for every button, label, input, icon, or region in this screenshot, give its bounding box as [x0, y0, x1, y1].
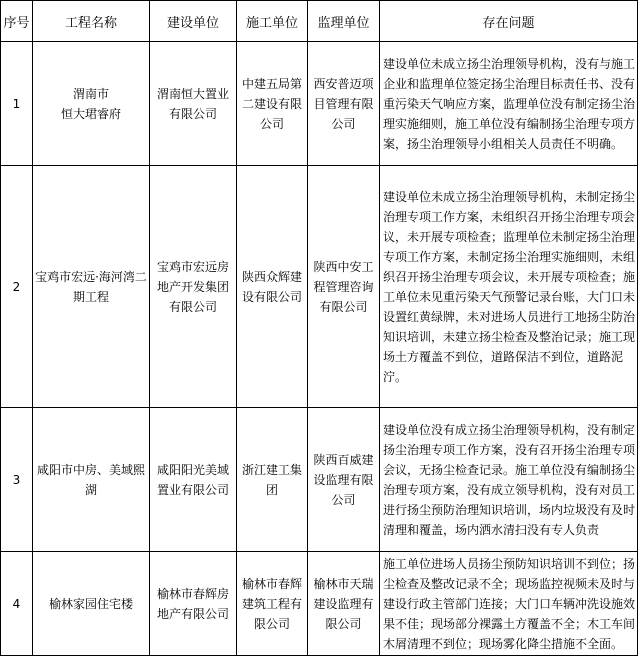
- cell-contractor: 中建五局第二建设有限公司: [237, 42, 308, 166]
- header-issues: 存在问题: [380, 1, 638, 42]
- cell-contractor: 榆林市春辉建筑工程有限公司: [237, 552, 308, 656]
- cell-index: 4: [1, 552, 33, 656]
- cell-issues: 施工单位进场人员扬尘预防知识培训不到位；扬尘检查及整改记录不全；现场监控视频未及时与建设行政主管部门连接；大门口车辆冲洗设施效果不佳；现场部分裸露土方覆盖不全；木工车间木屑清理不到位；现场雾化降尘措施不全面。: [380, 552, 638, 656]
- cell-builder: 渭南恒大置业有限公司: [150, 42, 237, 166]
- cell-supervisor: 陕西中安工程管理咨询有限公司: [308, 166, 380, 408]
- header-supervisor: 监理单位: [308, 1, 380, 42]
- cell-builder: 榆林市春辉房地产有限公司: [150, 552, 237, 656]
- header-index: 序号: [1, 1, 33, 42]
- cell-supervisor: 榆林市天瑞建设监理有限公司: [308, 552, 380, 656]
- header-project-name: 工程名称: [33, 1, 150, 42]
- cell-contractor: 浙江建工集团: [237, 408, 308, 552]
- table-row: [1, 166, 638, 408]
- cell-contractor: 陕西众辉建设有限公司: [237, 166, 308, 408]
- cell-project-name: 宝鸡市宏远·海河湾二期工程: [33, 166, 150, 408]
- cell-index: 3: [1, 408, 33, 552]
- cell-builder: 咸阳阳光美域置业有限公司: [150, 408, 237, 552]
- cell-index: 1: [1, 42, 33, 166]
- table-header-row: [1, 1, 638, 42]
- table-row: [1, 552, 638, 656]
- cell-supervisor: 西安普迈项目管理有限公司: [308, 42, 380, 166]
- cell-issues: 建设单位未成立扬尘治理领导机构，未制定扬尘治理专项工作方案，未组织召开扬尘治理专项会议，未开展专项检查；监理单位未制定扬尘治理专项工作方案，未制定扬尘治理实施细则，未组织召开扬尘治理专项会议，未开展专项检查；施工单位未见重污染天气预警记录台账，大门口未设置红黄绿牌，未对进场人员进行工地扬尘防治知识培训，未建立扬尘检查及整治记录；施工现场土方覆盖不到位，道路保洁不到位，道路泥泞。: [380, 166, 638, 408]
- cell-issues: 建设单位没有成立扬尘治理领导机构，没有制定扬尘治理专项工作方案，没有召开扬尘治理专项会议，无扬尘检查记录。施工单位没有编制扬尘治理专项方案，没有成立领导机构，没有对员工进行扬尘预防治理知识培训，场内垃圾没有及时清理和覆盖，场内洒水清扫没有专人负责: [380, 408, 638, 552]
- header-contractor: 施工单位: [237, 1, 308, 42]
- cell-index: 2: [1, 166, 33, 408]
- cell-supervisor: 陕西百威建设监理有限公司: [308, 408, 380, 552]
- cell-issues: 建设单位未成立扬尘治理领导机构，没有与施工企业和监理单位签定扬尘治理目标责任书、没有重污染天气响应方案，监理单位没有制定扬尘治理实施细则，施工单位没有编制扬尘治理专项方案，扬尘治理领导小组相关人员责任不明确。: [380, 42, 638, 166]
- table-row: [1, 408, 638, 552]
- cell-project-name: 咸阳市中房、美域熙湖: [33, 408, 150, 552]
- header-builder: 建设单位: [150, 1, 237, 42]
- cell-project-name: 渭南市 恒大珺睿府: [33, 42, 150, 166]
- cell-project-name: 榆林家园住宅楼: [33, 552, 150, 656]
- table-row: [1, 42, 638, 166]
- cell-builder: 宝鸡市宏远房地产开发集团有限公司: [150, 166, 237, 408]
